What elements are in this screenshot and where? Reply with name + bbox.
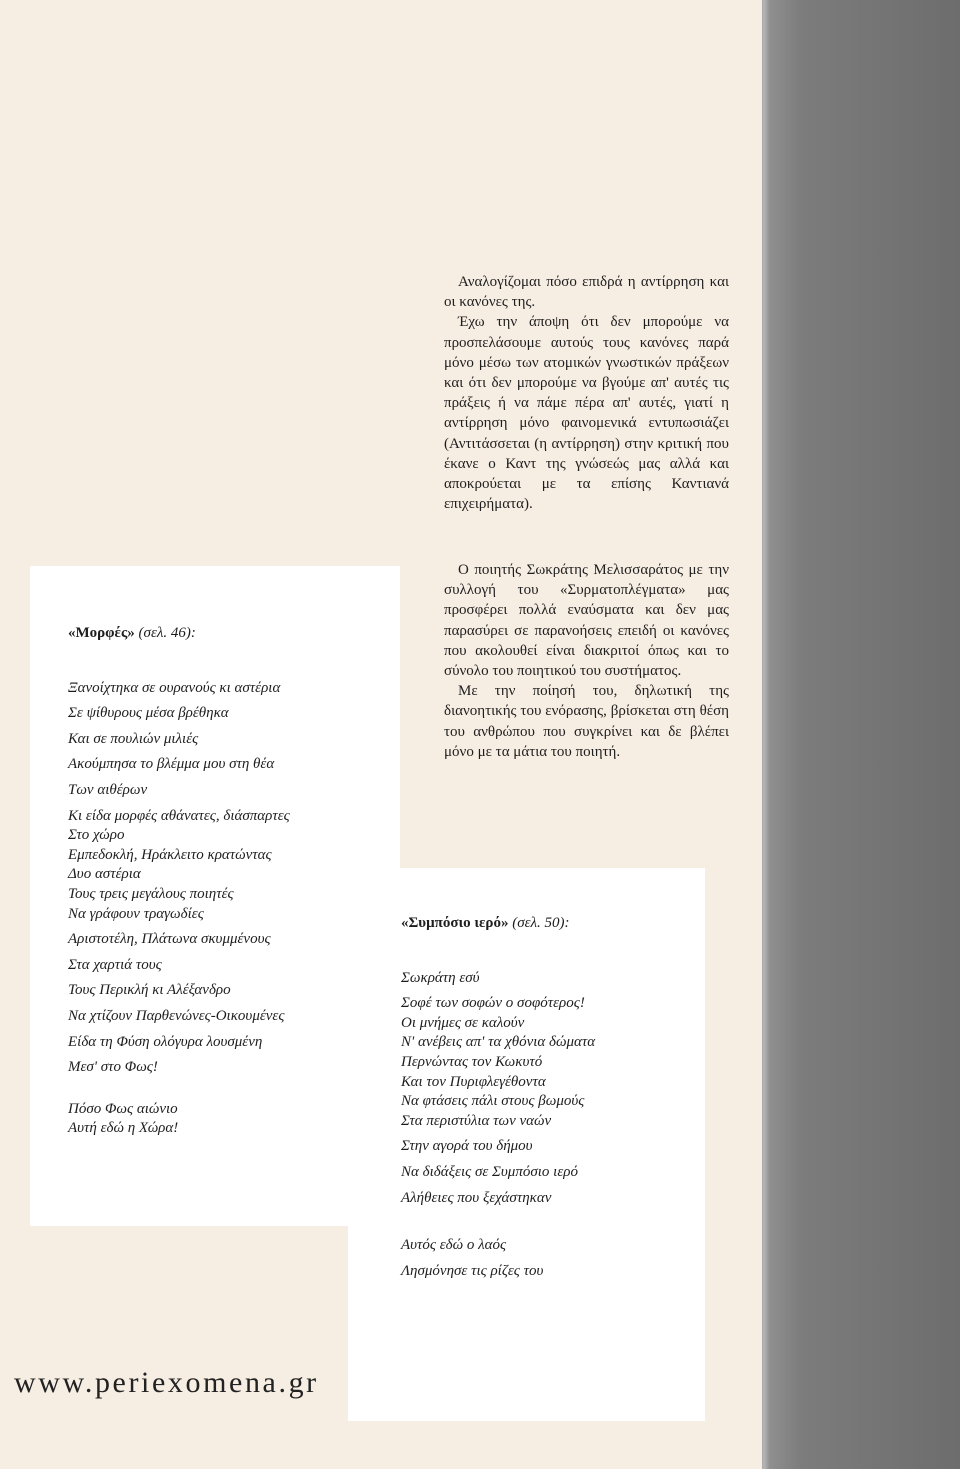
- poem-line: Στο χώρο: [68, 827, 125, 844]
- poem-line: Των αιθέρων: [68, 781, 148, 798]
- poem-line: Αυτή εδώ η Χώρα!: [68, 1120, 179, 1137]
- poem-line: Αλήθειες που ξεχάστηκαν: [401, 1189, 552, 1206]
- poem-line: Λησμόνησε τις ρίζες του: [401, 1262, 544, 1279]
- poem-line: Ακούμπησα το βλέμμα μου στη θέα: [68, 756, 275, 773]
- essay-text: Αναλογίζομαι πόσο επιδρά η αντίρρηση και οι κανόνες της.: [444, 274, 729, 311]
- poem-line: Σωκράτη εσύ: [401, 969, 480, 986]
- poem-line: Και σε πουλιών μιλιές: [68, 730, 199, 747]
- poem-line: Τους Περικλή κι Αλέξανδρο: [68, 982, 231, 999]
- poem-heading: [68, 624, 290, 644]
- poem-line: Τους τρεις μεγάλους ποιητές: [68, 885, 234, 902]
- poem-title: «Μορφές»: [68, 625, 135, 641]
- poem-morfes: [68, 624, 290, 1139]
- poem-line: Και τον Πυριφλεγέθοντα: [401, 1073, 546, 1090]
- poem-line: Μεσ' στο Φως!: [68, 1059, 158, 1076]
- poem-line: Πόσο Φως αιώνιο: [68, 1100, 178, 1117]
- poem-title: «Συμπόσιο ιερό»: [401, 915, 509, 931]
- poem-page-ref: (σελ. 46):: [138, 625, 196, 641]
- essay-text: Έχω την άποψη ότι δεν μπορούμε να προσπελάσουμε αυτούς τους κανόνες παρά μόνο μέσω των ατομικών γνωστικών πράξεων και ότι δεν μπορούμε να βγούμε απ' αυτές τις πράξεις ή να πάμε πέρα απ' αυτές, γιατί η αντίρρηση μόνο φαινομενικά εντυπωσιάζει (Αντιτάσσεται (η αντίρρηση) στην κριτική που έκανε ο Καντ της γνώσεώς μας αλλά και αποκρούεται με τα επίσης Καντιανά επιχειρήματα).: [444, 314, 729, 513]
- poem-line: Στα χαρτιά τους: [68, 956, 162, 973]
- poem-line: Στην αγορά του δήμου: [401, 1138, 533, 1155]
- poem-line: Περνώντας τον Κωκυτό: [401, 1053, 543, 1070]
- page-gutter: [762, 0, 960, 1469]
- website-url[interactable]: www.periexomena.gr: [14, 1366, 319, 1399]
- essay-text: Με την ποίησή του, δηλωτική της διανοητικής του ενόρασης, βρίσκεται στη θέση του ανθρώπου που συγκρίνει και δε βλέπει μόνο με τα μάτια του ποιητή.: [444, 683, 729, 760]
- poem-line: Είδα τη Φύση ολόγυρα λουσμένη: [68, 1033, 263, 1050]
- poem-line: Ν' ανέβεις απ' τα χθόνια δώματα: [401, 1034, 596, 1051]
- poem-line: Σε ψίθυρους μέσα βρέθηκα: [68, 705, 229, 722]
- poem-line: Ξανοίχτηκα σε ουρανούς κι αστέρια: [68, 679, 281, 696]
- poem-line: Να φτάσεις πάλι στους βωμούς: [401, 1093, 585, 1110]
- poem-line: Αυτός εδώ ο λαός: [401, 1237, 507, 1254]
- essay-paragraph-2: [444, 560, 729, 762]
- poem-line: Κι είδα μορφές αθάνατες, διάσπαρτες: [68, 807, 290, 824]
- essay-paragraph-1: [444, 272, 729, 514]
- poem-line: Σοφέ των σοφών ο σοφότερος!: [401, 995, 585, 1012]
- essay-text: Ο ποιητής Σωκράτης Μελισσαράτος με την συλλογή του «Συρματοπλέγματα» μας προσφέρει πολλά εναύσματα και δεν μας παρασύρει σε παρανοήσεις επειδή οι κανόνες που ακολουθεί είναι διακριτοί όπως και το σύνολο του ποιητικού του συστήματος.: [444, 562, 729, 680]
- poem-line: Οι μνήμες σε καλούν: [401, 1014, 525, 1031]
- poem-line: Να χτίζουν Παρθενώνες-Οικουμένες: [68, 1007, 285, 1024]
- poem-line: Να διδάξεις σε Συμπόσιο ιερό: [401, 1163, 578, 1180]
- poem-line: Στα περιστύλια των ναών: [401, 1112, 552, 1129]
- poem-line: Εμπεδοκλή, Ηράκλειτο κρατώντας: [68, 846, 272, 863]
- poem-line: Να γράφουν τραγωδίες: [68, 905, 204, 922]
- poem-page-ref: (σελ. 50):: [512, 915, 570, 931]
- poem-symposio: [401, 914, 595, 1281]
- poem-line: Αριστοτέλη, Πλάτωνα σκυμμένους: [68, 931, 271, 948]
- poem-line: Δυο αστέρια: [68, 866, 141, 883]
- poem-heading: [401, 914, 595, 934]
